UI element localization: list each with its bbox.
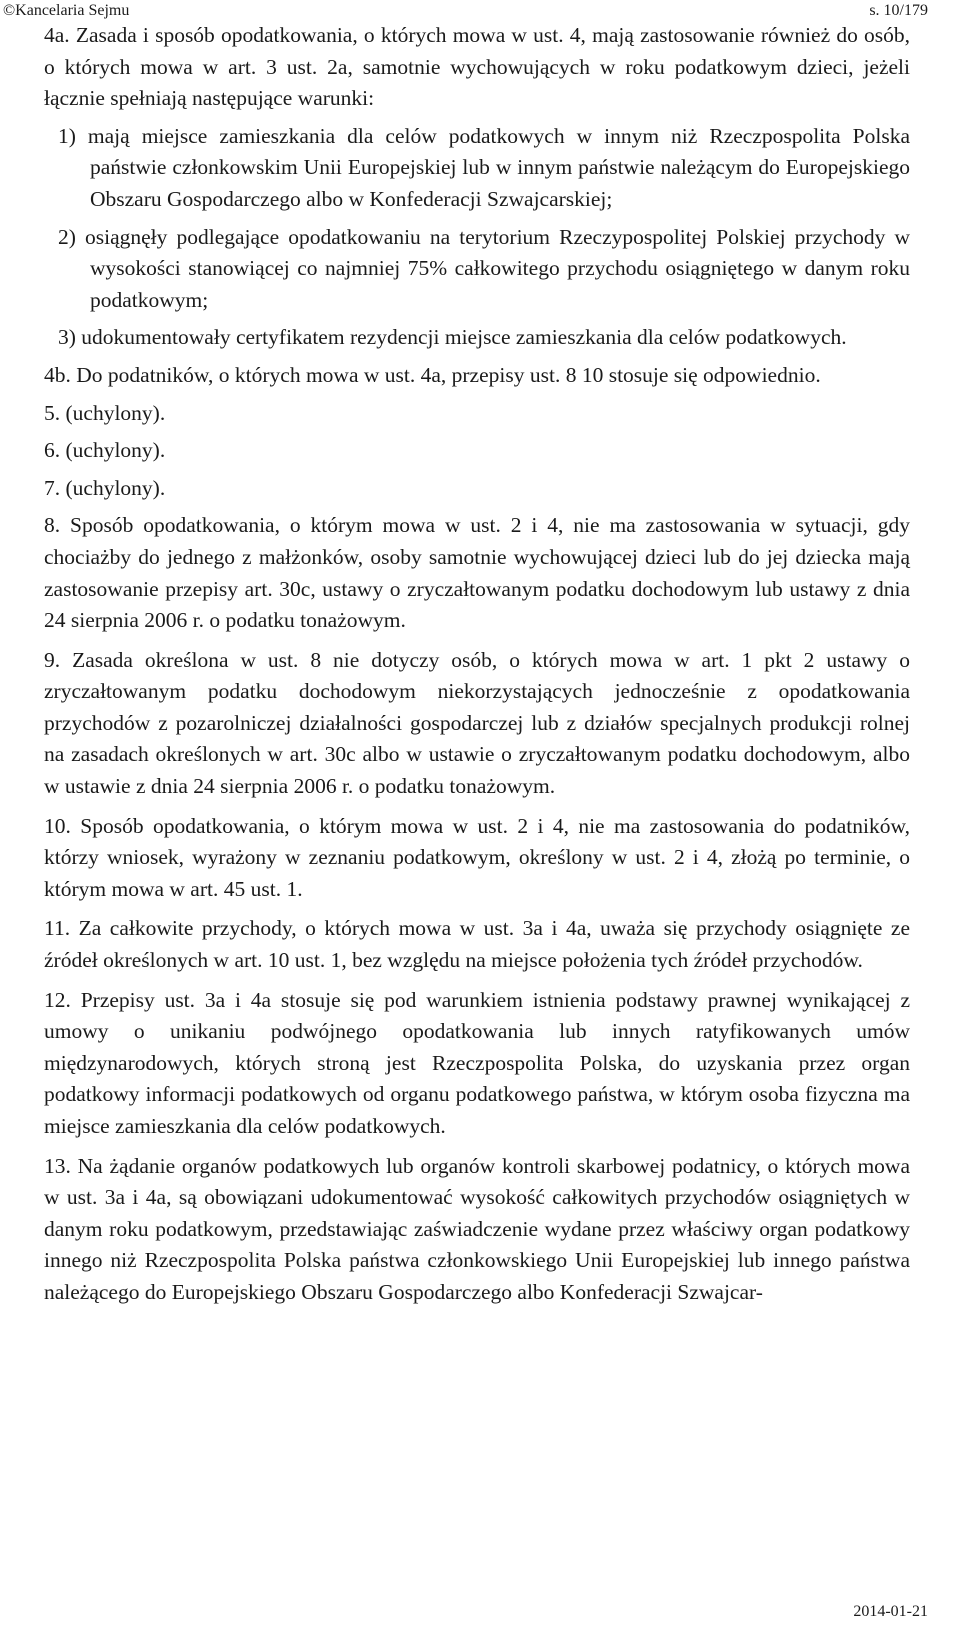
paragraph-13: 13. Na żądanie organów podatkowych lub organów kontroli skarbowej podatnicy, o których mowa w ust. 3a i 4a, są obowiązani udokumentować wysokość całkowitych przychodów osiągniętych w danym roku podatkowym, przedstawiając zaświadczenie wydane przez właściwy organ podatkowy innego niż Rzeczpospolita Polska państwa członkowskiego Unii Europejskiej lub innego państwa należącego do Europejskiego Obszaru Gospodarczego albo Konfederacji Szwajcar- bbox=[44, 1153, 910, 1304]
paragraph-4a-point-1: 1) mają miejsce zamieszkania dla celów podatkowych w innym niż Rzeczpospolita Polska państwie członkowskim Unii Europejskiej lub w innym państwie należącym do Europejskiego Obszaru Gospodarczego albo w Konfederacji Szwajcarskiej; bbox=[58, 123, 910, 211]
paragraph-11: 11. Za całkowite przychody, o których mowa w ust. 3a i 4a, uważa się przychody osiągnięte ze źródeł określonych w art. 10 ust. 1, bez względu na miejsce położenia tych źródeł przychodów. bbox=[44, 916, 910, 973]
paragraph-12: 12. Przepisy ust. 3a i 4a stosuje się pod warunkiem istnienia podstawy prawnej wynikającej z umowy o unikaniu podwójnego opodatkowania lub innych ratyfikowanych umów międzynarodowych, których stroną jest Rzeczpospolita Polska, do uzyskania przez organ podatkowy informacji podatkowych od organu podatkowego państwa, w którym osoba fizyczna ma miejsce zamieszkania dla celów podatkowych. bbox=[44, 987, 910, 1138]
footer-date: 2014-01-21 bbox=[853, 1603, 928, 1620]
document-body bbox=[44, 20, 910, 1309]
paragraph-4a-point-2: 2) osiągnęły podlegające opodatkowaniu na terytorium Rzeczypospolitej Polskiej przychody w wysokości stanowiącej co najmniej 75% całkowitego przychodu osiągniętego w danym roku podatkowym; bbox=[58, 224, 910, 312]
paragraph-10: 10. Sposób opodatkowania, o którym mowa w ust. 2 i 4, nie ma zastosowania do podatników, którzy wniosek, wyrażony w zeznaniu podatkowym, określony w ust. 2 i 4, złożą po terminie, o którym mowa w art. 45 ust. 1. bbox=[44, 813, 910, 901]
paragraph-6: 6. (uchylony). bbox=[44, 438, 166, 463]
paragraph-5: 5. (uchylony). bbox=[44, 400, 166, 425]
page-number: s. 10/179 bbox=[869, 2, 928, 19]
paragraph-9: 9. Zasada określona w ust. 8 nie dotyczy osób, o których mowa w art. 1 pkt 2 ustawy o zryczałtowanym podatku dochodowym niekorzystających jednocześnie z opodatkowania przychodów z pozarolniczej działalności gospodarczej lub z działów specjalnych produkcji rolnej na zasadach określonych w art. 30c albo w ustawie o zryczałtowanym podatku dochodowym, albo w ustawie z dnia 24 sierpnia 2006 r. o podatku tonażowym. bbox=[44, 647, 910, 799]
paragraph-8: 8. Sposób opodatkowania, o którym mowa w ust. 2 i 4, nie ma zastosowania w sytuacji, gdy chociażby do jednego z małżonków, osoby samotnie wychowującej dzieci lub do jej dziecka mają zastosowanie przepisy art. 30c, ustawy o zryczałtowanym podatku dochodowym lub ustawy z dnia 24 sierpnia 2006 r. o podatku tonażowym. bbox=[44, 513, 910, 633]
paragraph-7: 7. (uchylony). bbox=[44, 475, 166, 500]
paragraph-4a-point-3: 3) udokumentowały certyfikatem rezydencji miejsce zamieszkania dla celów podatkowych. bbox=[58, 325, 847, 350]
header-source: ©Kancelaria Sejmu bbox=[3, 2, 130, 19]
paragraph-4b: 4b. Do podatników, o których mowa w ust. 4a, przepisy ust. 8 10 stosuje się odpowiednio. bbox=[44, 362, 821, 387]
paragraph-4a: 4a. Zasada i sposób opodatkowania, o których mowa w ust. 4, mają zastosowanie również do osób, o których mowa w art. 3 ust. 2a, samotnie wychowujących w roku podatkowym dzieci, jeżeli łącznie spełniają następujące warunki: bbox=[44, 23, 910, 111]
